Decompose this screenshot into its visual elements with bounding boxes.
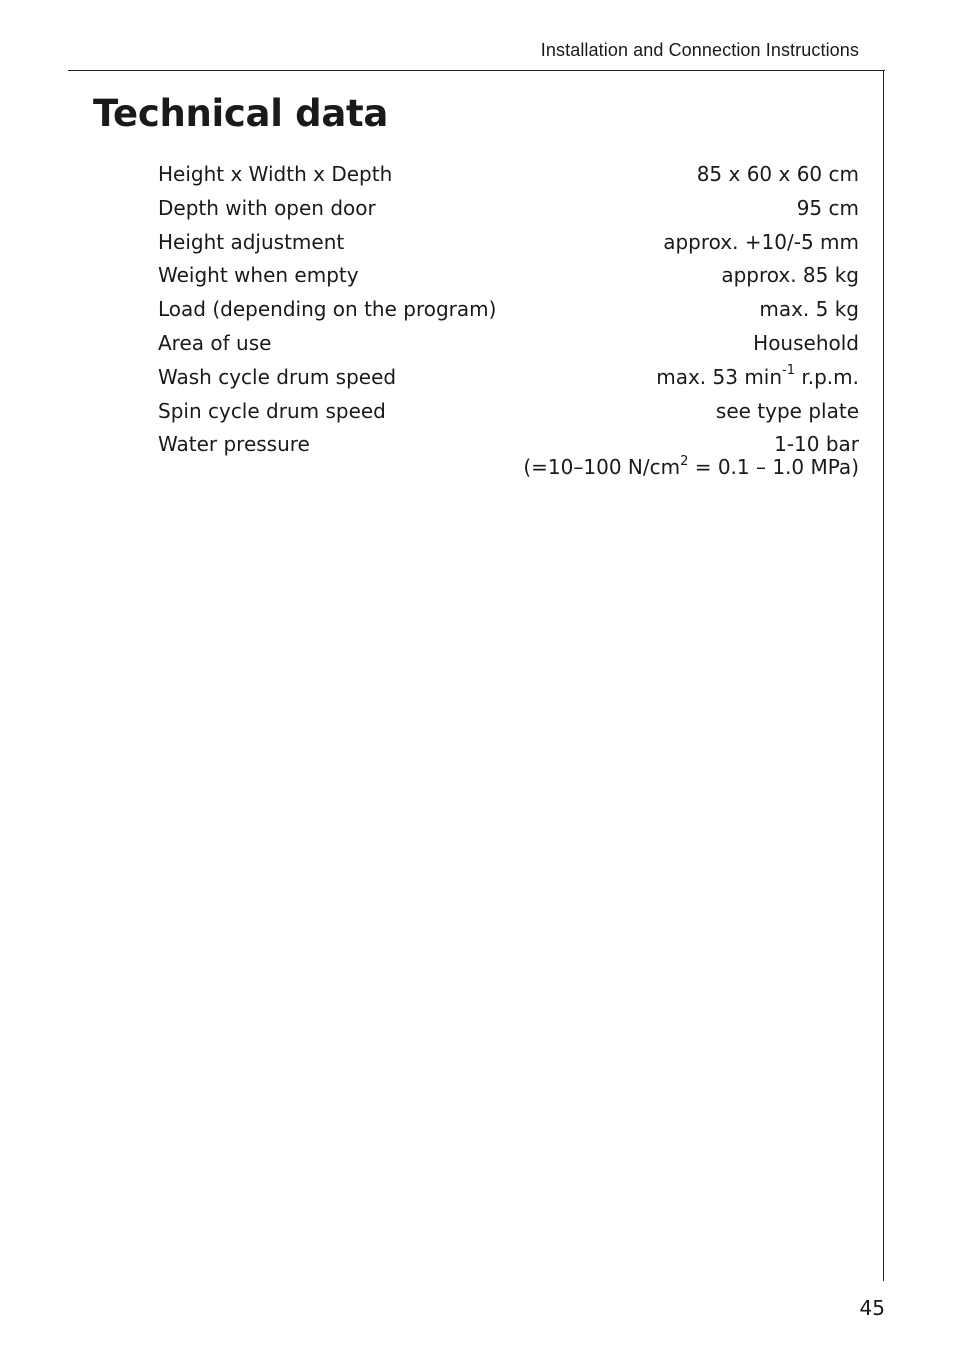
spec-value-line1: 1-10 bar bbox=[774, 432, 859, 457]
side-rule bbox=[883, 70, 884, 1281]
page-title: Technical data bbox=[93, 92, 389, 135]
spec-value: approx. +10/-5 mm bbox=[663, 229, 859, 254]
spec-value-superscript: 2 bbox=[680, 453, 689, 469]
spec-value-suffix: r.p.m. bbox=[795, 364, 859, 389]
spec-row-load bbox=[158, 293, 859, 327]
spec-row-height-adjustment bbox=[158, 226, 859, 260]
spec-value-superscript: -1 bbox=[782, 363, 795, 379]
spec-value: 85 x 60 x 60 cm bbox=[696, 162, 859, 186]
spec-value-suffix: = 0.1 – 1.0 MPa) bbox=[688, 455, 859, 480]
spec-value: see type plate bbox=[715, 398, 859, 423]
spec-value-main: (=10–100 N/cm bbox=[523, 455, 681, 480]
spec-row-dimensions bbox=[158, 158, 859, 192]
spec-label: Depth with open door bbox=[158, 195, 376, 220]
spec-value: Household bbox=[753, 330, 859, 355]
spec-value: approx. 85 kg bbox=[721, 263, 859, 288]
spec-value bbox=[523, 428, 859, 478]
spec-row-water-pressure bbox=[158, 428, 859, 478]
spec-label: Wash cycle drum speed bbox=[158, 364, 397, 389]
spec-label: Weight when empty bbox=[158, 263, 359, 288]
spec-table bbox=[158, 158, 859, 478]
spec-label: Area of use bbox=[158, 330, 272, 355]
spec-value-main: max. 53 min bbox=[656, 364, 783, 389]
spec-label: Height adjustment bbox=[158, 229, 345, 254]
spec-value bbox=[656, 361, 859, 395]
header-rule bbox=[68, 70, 885, 71]
spec-row-spin-speed bbox=[158, 395, 859, 429]
spec-row-weight bbox=[158, 259, 859, 293]
spec-value: max. 5 kg bbox=[759, 297, 859, 322]
spec-value: 95 cm bbox=[796, 195, 859, 220]
spec-row-area-of-use bbox=[158, 327, 859, 361]
page-number: 45 bbox=[859, 1296, 885, 1320]
spec-label: Spin cycle drum speed bbox=[158, 398, 386, 423]
running-header: Installation and Connection Instructions bbox=[540, 40, 859, 60]
spec-row-wash-speed bbox=[158, 361, 859, 395]
spec-label: Load (depending on the program) bbox=[158, 297, 497, 322]
spec-value-line2 bbox=[523, 453, 859, 480]
spec-label: Height x Width x Depth bbox=[158, 162, 393, 186]
spec-label: Water pressure bbox=[158, 432, 310, 457]
spec-row-depth-open-door bbox=[158, 192, 859, 226]
